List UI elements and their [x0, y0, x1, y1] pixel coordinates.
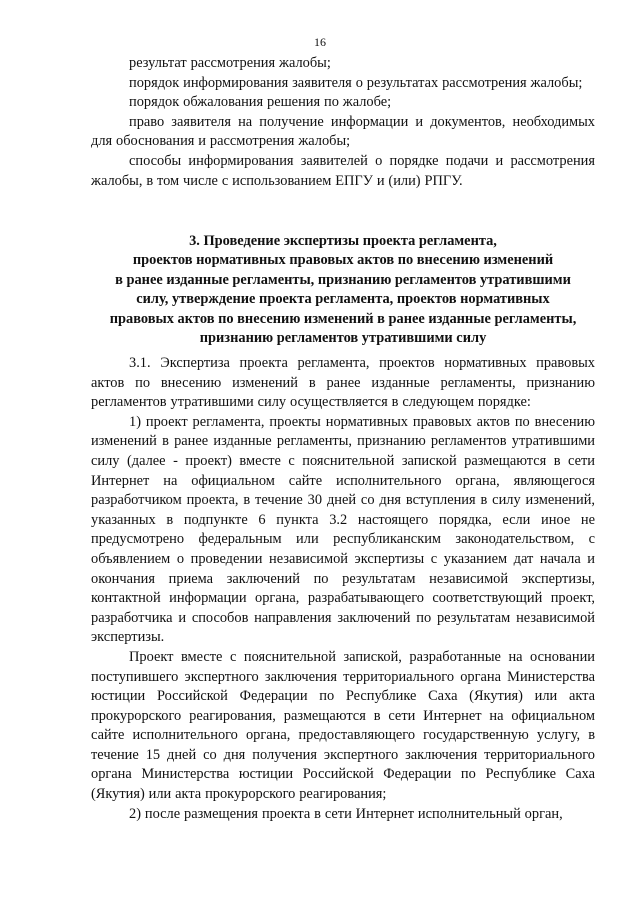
paragraph: 3.1. Экспертиза проекта регламента, проектов нормативных правовых актов по внесению изменений в ранее изданные регламенты, признанию регламентов утратившими силу осуществляется в следующем порядке: — [91, 355, 595, 411]
paragraph: право заявителя на получение информации и документов, необходимых для обоснования и рассмотрения жалобы; — [91, 113, 595, 150]
section-heading — [91, 232, 595, 348]
paragraph: способы информирования заявителей о порядке подачи и рассмотрения жалобы, в том числе с использованием ЕПГУ и (или) РПГУ. — [91, 152, 595, 189]
page-number: 16 — [314, 35, 326, 49]
paragraph: порядок информирования заявителя о результатах рассмотрения жалобы; — [129, 74, 583, 91]
section-heading-line: силу, утверждение проекта регламента, проектов нормативных — [136, 291, 550, 308]
section-heading-line: правовых актов по внесению изменений в ранее изданные регламенты, — [109, 310, 577, 327]
section-body — [91, 354, 595, 824]
paragraph: 1) проект регламента, проекты нормативных правовых актов по внесению изменений в ранее изданные регламенты, признанию регламентов утратившими силу (далее - проект) вместе с пояснительной запиской размещаются в сети Интернет на официальном сайте исполнительного органа, являющегося разработчиком проекта, в течение 30 дней со дня вступления в силу изменений, указанных в подпункте 6 пункта 3.2 настоящего порядка, если иное не предусмотрено федеральным или республиканским законодательством, с объявлением о проведении независимой экспертизы с указанием дат начала и окончания приема заключений по результатам независимой экспертизы, контактной информации органа, разрабатывающего соответствующий проект, разработчика и способов направления заключений по результатам независимой экспертизы. — [91, 413, 595, 646]
section-heading-line: 3. Проведение экспертизы проекта регламента, — [189, 233, 497, 249]
section-heading-line: признанию регламентов утратившими силу — [199, 330, 487, 347]
complaint-list — [91, 54, 595, 191]
section-heading-line: в ранее изданные регламенты, признанию регламентов утратившими — [115, 271, 571, 288]
paragraph: порядок обжалования решения по жалобе; — [129, 94, 392, 111]
section-heading-line: проектов нормативных правовых актов по внесению изменений — [132, 252, 554, 269]
paragraph: Проект вместе с пояснительной запиской, разработанные на основании поступившего экспертного заключения территориального органа Министерства юстиции Российской Федерации по Республике Саха (Якутия) или акта прокурорского реагирования, размещаются в сети Интернет на официальном сайте исполнительного органа, предоставляющего государственную услугу, в течение 15 дней со дня получения экспертного заключения территориального органа Министерства юстиции Российской Федерации по Республике Саха (Якутия) или акта прокурорского реагирования; — [91, 648, 595, 803]
paragraph: 2) после размещения проекта в сети Интернет исполнительный орган, — [129, 805, 563, 822]
paragraph: результат рассмотрения жалобы; — [129, 55, 331, 71]
